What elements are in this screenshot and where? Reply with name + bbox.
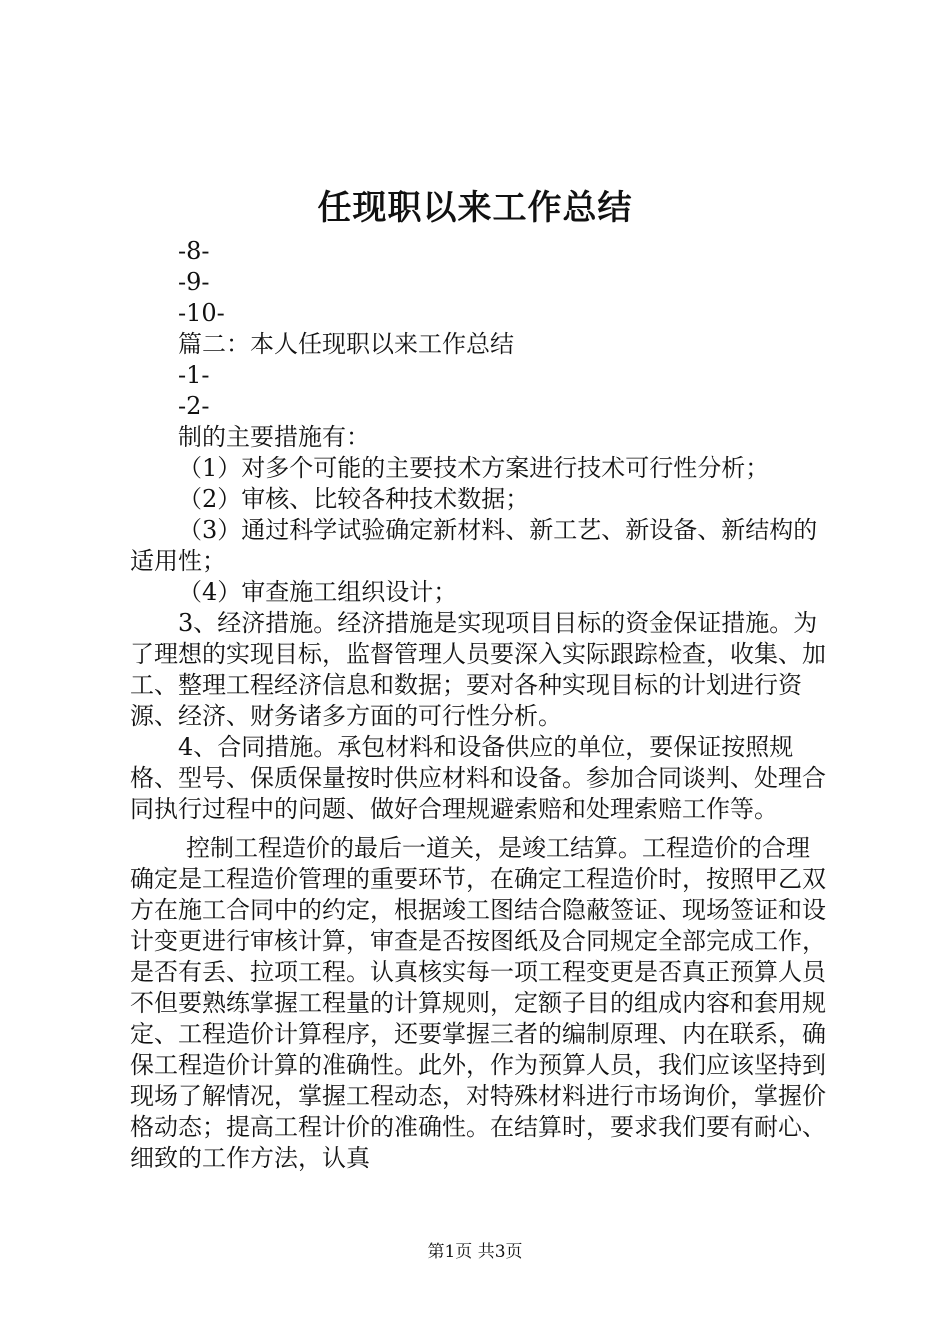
paragraph: 控制工程造价的最后一道关，是竣工结算。工程造价的合理确定是工程造价管理的重要环节，在确定工程造价时，按照甲乙双方在施工合同中的约定，根据竣工图结合隐蔽签证、现场签证和设计变更进行审核计算，审查是否按图纸及合同规定全部完成工作，是否有丢、拉项工程。认真核实每一项工程变更是否真正预算人员不但要熟练掌握工程量的计算规则，定额子目的组成内容和套用规定、工程造价计算程序，还要掌握三者的编制原理、内在联系，确保工程造价计算的准确性。此外，作为预算人员，我们应该坚持到现场了解情况，掌握工程动态，对特殊材料进行市场询价，掌握价格动态；提高工程计价的准确性。在结算时，要求我们要有耐心、细致的工作方法，认真: [130, 834, 826, 1172]
page-number-line: -8-: [178, 237, 210, 265]
document-body: [130, 236, 830, 1174]
page-number-line: -1-: [178, 361, 210, 389]
paragraph: 制的主要措施有：: [178, 423, 370, 451]
page-number-line: -9-: [178, 268, 210, 296]
list-item: （3）通过科学试验确定新材料、新工艺、新设备、新结构的适用性；: [130, 516, 818, 575]
page-footer: 第1页 共3页: [427, 1242, 523, 1262]
section-heading: 篇二：本人任现职以来工作总结: [178, 330, 514, 358]
document-title: 任现职以来工作总结: [317, 188, 633, 228]
paragraph: 4、合同措施。承包材料和设备供应的单位，要保证按照规格、型号、保质保量按时供应材料和设备。参加合同谈判、处理合同执行过程中的问题、做好合理规避索赔和处理索赔工作等。: [130, 733, 826, 823]
page-number-line: -2-: [178, 392, 210, 420]
list-item: （4）审查施工组织设计；: [178, 578, 458, 606]
list-item: （2）审核、比较各种技术数据；: [178, 485, 530, 513]
list-item: （1）对多个可能的主要技术方案进行技术可行性分析；: [178, 454, 770, 482]
page-number-line: -10-: [178, 299, 225, 327]
paragraph: 3、经济措施。经济措施是实现项目目标的资金保证措施。为了理想的实现目标，监督管理人员要深入实际跟踪检查，收集、加工、整理工程经济信息和数据；要对各种实现目标的计划进行资源、经济、财务诸多方面的可行性分析。: [130, 609, 826, 730]
